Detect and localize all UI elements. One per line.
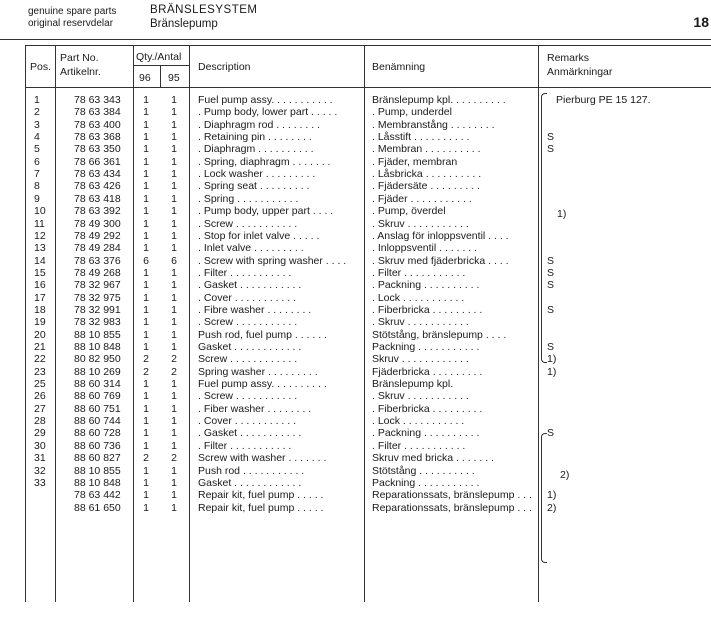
table-row [0,156,711,168]
row-description: . Pump body, upper part . . . . [198,205,334,218]
row-benamning: Skruv . . . . . . . . . . . . [372,353,469,366]
row-qty-95: 1 [171,378,177,391]
row-qty-96: 1 [143,415,149,428]
table-row [0,131,711,143]
row-pos: 13 [34,242,46,255]
row-part-number: 78 32 975 [74,291,121,304]
row-benamning: . Fjäder, membran [372,155,458,168]
row-part-number: 78 63 384 [74,106,121,119]
row-qty-95: 1 [171,439,177,452]
row-qty-96: 1 [143,316,149,329]
row-part-number: 78 63 368 [74,131,121,144]
row-qty-95: 1 [171,229,177,242]
table-row [0,304,711,316]
row-benamning: . Fiberbricka . . . . . . . . . [372,303,483,316]
row-part-number: 88 60 769 [74,390,121,403]
row-benamning: Bränslepump kpl. . . . . . . . . . [372,94,506,106]
row-benamning: Reparationssats, bränslepump . . . [372,501,532,514]
row-benamning: . Fjädersäte . . . . . . . . . [372,180,480,193]
row-part-number: 88 60 736 [74,439,121,452]
row-qty-96: 1 [143,94,149,106]
row-benamning: . Lock . . . . . . . . . . . [372,415,465,428]
row-pos: 29 [34,427,46,440]
page-number: 18 [693,14,709,30]
row-pos: 5 [34,143,40,156]
row-pos: 2 [34,106,40,119]
row-part-number: 88 61 650 [74,501,121,514]
row-pos: 6 [34,155,40,168]
table-row [0,341,711,353]
row-pos: 15 [34,266,46,279]
row-benamning: . Skruv . . . . . . . . . . . [372,390,469,403]
row-benamning: Fjäderbricka . . . . . . . . . [372,365,483,378]
row-part-number: 78 66 361 [74,155,121,168]
row-part-number: 88 60 751 [74,402,121,415]
table-row [0,292,711,304]
table-row [0,143,711,155]
row-description: . Diaphragm rod . . . . . . . . [198,118,320,131]
row-part-number: 78 63 434 [74,168,121,181]
table-row [0,180,711,192]
group-bracket-2 [541,433,547,563]
row-qty-96: 1 [143,439,149,452]
col-header-benamning: Benämning [372,61,426,73]
table-row [0,279,711,291]
row-benamning: Stötstång . . . . . . . . . . [372,464,475,477]
row-description: . Filter . . . . . . . . . . . [198,266,292,279]
row-qty-95: 1 [171,427,177,440]
row-qty-95: 1 [171,489,177,502]
row-pos: 17 [34,291,46,304]
row-qty-96: 2 [143,365,149,378]
row-description: . Spring seat . . . . . . . . . [198,180,310,193]
row-pos: 27 [34,402,46,415]
row-remark: 1) [547,489,557,502]
row-qty-96: 1 [143,217,149,230]
row-remark: S [547,266,555,279]
row-description: Fuel pump assy. . . . . . . . . . . [198,94,333,106]
row-description: . Spring, diaphragm . . . . . . . [198,155,331,168]
row-benamning: Reparationssats, bränslepump . . . [372,489,532,502]
row-benamning: . Membran . . . . . . . . . . [372,143,481,156]
row-qty-96: 1 [143,501,149,514]
table-row [0,242,711,254]
row-remark: S [547,303,555,316]
row-benamning: . Filter . . . . . . . . . . . [372,266,466,279]
row-benamning: . Packning . . . . . . . . . . [372,279,480,292]
row-description: . Fiber washer . . . . . . . . [198,402,312,415]
row-pos: 30 [34,439,46,452]
qty-subheader-rule [133,65,189,66]
row-qty-95: 1 [171,242,177,255]
row-pos: 25 [34,378,46,391]
row-part-number: 88 60 728 [74,427,121,440]
row-remark: 1) [547,353,557,366]
header-bottom-rule [25,87,711,88]
row-part-number: 88 10 855 [74,328,121,341]
row-description: . Gasket . . . . . . . . . . . [198,279,302,292]
row-benamning: . Låsstift . . . . . . . . . . [372,131,470,144]
row-pos: 3 [34,118,40,131]
remark-group-1: 1) [557,208,567,220]
row-benamning: . Pump, överdel [372,205,446,218]
col-header-part-sv: Artikelnr. [60,66,101,78]
table-row [0,440,711,452]
row-part-number: 88 10 848 [74,476,121,489]
col-divider-qty [160,65,161,87]
row-qty-95: 1 [171,415,177,428]
row-description: . Screw . . . . . . . . . . . [198,217,298,230]
col-header-remarks-en: Remarks [547,52,590,64]
row-part-number: 78 63 400 [74,118,121,131]
row-pos: 21 [34,341,46,353]
row-qty-95: 1 [171,217,177,230]
row-part-number: 88 60 744 [74,415,121,428]
row-pos: 18 [34,303,46,316]
row-description: . Screw . . . . . . . . . . . [198,390,298,403]
row-benamning: Packning . . . . . . . . . . . [372,476,480,489]
row-remark: S [547,279,555,292]
row-description: Repair kit, fuel pump . . . . . [198,489,324,502]
row-qty-96: 1 [143,155,149,168]
row-qty-96: 1 [143,378,149,391]
row-part-number: 78 63 343 [74,94,121,106]
col-header-remarks [547,51,612,79]
remark-pierburg: Pierburg PE 15 127. [556,94,651,106]
row-part-number: 78 63 376 [74,254,121,267]
table-row [0,415,711,427]
row-description: Screw . . . . . . . . . . . . [198,353,298,366]
row-pos: 19 [34,316,46,329]
row-benamning: . Pump, underdel [372,106,452,119]
row-part-number: 78 49 268 [74,266,121,279]
row-qty-95: 2 [171,353,177,366]
row-part-number: 78 63 418 [74,192,121,205]
row-pos: 31 [34,452,46,465]
table-row [0,168,711,180]
brand-caption [28,6,116,30]
table-row [0,477,711,489]
row-qty-96: 1 [143,291,149,304]
table-row [0,267,711,279]
col-header-qty: Qty./Antal [136,51,182,63]
row-qty-96: 1 [143,131,149,144]
remark-group-2: 2) [560,469,570,481]
row-benamning: Bränslepump kpl. [372,378,454,391]
row-pos: 9 [34,192,40,205]
table-row [0,119,711,131]
row-qty-96: 1 [143,402,149,415]
row-qty-95: 1 [171,402,177,415]
row-part-number: 88 10 848 [74,341,121,353]
row-qty-96: 1 [143,427,149,440]
row-description: Gasket . . . . . . . . . . . . [198,341,302,353]
row-description: Screw with washer . . . . . . . [198,452,327,465]
row-part-number: 88 60 314 [74,378,121,391]
row-qty-96: 1 [143,180,149,193]
table-row [0,353,711,365]
row-pos: 11 [34,217,45,230]
row-description: . Pump body, lower part . . . . . [198,106,338,119]
row-qty-96: 1 [143,106,149,119]
row-qty-95: 1 [171,192,177,205]
table-row [0,193,711,205]
col-header-pos: Pos. [30,61,52,73]
row-benamning: . Anslag för inloppsventil . . . . [372,229,509,242]
row-qty-96: 1 [143,192,149,205]
col-header-part-en: Part No. [60,52,99,64]
row-part-number: 80 82 950 [74,353,121,366]
table-row [0,255,711,267]
row-qty-95: 1 [171,303,177,316]
row-qty-95: 1 [171,501,177,514]
row-qty-95: 1 [171,131,177,144]
row-pos: 26 [34,390,46,403]
row-qty-96: 1 [143,205,149,218]
row-description: . Diaphragm . . . . . . . . . . [198,143,314,156]
row-qty-95: 1 [171,328,177,341]
table-row [0,427,711,439]
table-row [0,106,711,118]
row-qty-96: 1 [143,143,149,156]
row-part-number: 78 32 991 [74,303,121,316]
row-part-number: 78 49 284 [74,242,121,255]
row-qty-96: 1 [143,476,149,489]
row-qty-95: 2 [171,365,177,378]
row-qty-95: 2 [171,452,177,465]
row-part-number: 78 32 967 [74,279,121,292]
row-qty-95: 1 [171,155,177,168]
row-qty-95: 1 [171,291,177,304]
row-remark: 2) [547,501,557,514]
row-pos: 14 [34,254,46,267]
col-header-qty-96: 96 [139,72,151,84]
table-row [0,465,711,477]
row-description: Repair kit, fuel pump . . . . . [198,501,324,514]
row-benamning: . Låsbricka . . . . . . . . . . [372,168,482,181]
row-qty-95: 1 [171,143,177,156]
row-benamning: Packning . . . . . . . . . . . [372,341,480,353]
row-pos: 22 [34,353,46,366]
group-bracket-1 [541,93,547,363]
table-row [0,366,711,378]
row-benamning: . Skruv . . . . . . . . . . . [372,316,469,329]
row-benamning: . Packning . . . . . . . . . . [372,427,480,440]
row-qty-96: 1 [143,118,149,131]
row-qty-95: 1 [171,168,177,181]
row-qty-95: 1 [171,476,177,489]
row-remark: S [547,341,555,353]
row-qty-96: 1 [143,303,149,316]
table-row [0,329,711,341]
row-qty-96: 1 [143,266,149,279]
row-benamning: . Inloppsventil . . . . . . . [372,242,478,255]
row-description: . Gasket . . . . . . . . . . . [198,427,302,440]
row-pos: 28 [34,415,46,428]
row-benamning: Stötstång, bränslepump . . . . [372,328,507,341]
table-row [0,378,711,390]
brand-line-en: genuine spare parts [28,6,117,17]
row-qty-95: 1 [171,180,177,193]
row-benamning: . Skruv . . . . . . . . . . . [372,217,469,230]
section-title: BRÄNSLESYSTEM [150,4,258,16]
row-description: . Retaining pin . . . . . . . . [198,131,312,144]
row-description: . Fibre washer . . . . . . . . [198,303,312,316]
row-benamning: . Membranstång . . . . . . . . [372,118,495,131]
row-qty-95: 1 [171,94,177,106]
row-part-number: 78 63 350 [74,143,121,156]
row-qty-95: 1 [171,118,177,131]
row-qty-96: 1 [143,390,149,403]
row-pos: 7 [34,168,40,181]
row-remark: S [547,143,555,156]
table-row [0,403,711,415]
row-qty-95: 1 [171,341,177,353]
row-qty-96: 1 [143,341,149,353]
section-subtitle: Bränslepump [150,18,218,30]
row-part-number: 78 63 392 [74,205,121,218]
row-pos: 10 [34,205,46,218]
row-pos: 8 [34,180,40,193]
row-part-number: 88 10 855 [74,464,121,477]
col-header-qty-95: 95 [168,72,180,84]
row-part-number: 88 10 269 [74,365,121,378]
row-benamning: . Fiberbricka . . . . . . . . . [372,402,483,415]
col-header-description: Description [198,61,251,73]
row-part-number: 78 32 983 [74,316,121,329]
row-remark: S [547,131,555,144]
table-border-top [25,45,711,46]
row-qty-96: 1 [143,168,149,181]
row-benamning: . Skruv med fjäderbricka . . . . [372,254,509,267]
row-benamning: . Fjäder . . . . . . . . . . . [372,192,472,205]
section-heading [150,3,257,31]
row-remark: 1) [547,365,557,378]
row-pos: 12 [34,229,46,242]
row-description: Spring washer . . . . . . . . . [198,365,318,378]
row-qty-95: 1 [171,279,177,292]
row-description: Fuel pump assy. . . . . . . . . . [198,378,327,391]
row-description: Push rod . . . . . . . . . . . [198,464,305,477]
table-row [0,218,711,230]
row-description: . Lock washer . . . . . . . . . [198,168,316,181]
row-pos: 20 [34,328,46,341]
row-qty-95: 1 [171,106,177,119]
col-header-part [60,51,101,79]
row-qty-96: 1 [143,328,149,341]
row-pos: 16 [34,279,46,292]
row-description: . Cover . . . . . . . . . . . [198,415,297,428]
row-qty-95: 1 [171,205,177,218]
row-part-number: 78 49 300 [74,217,121,230]
row-qty-96: 1 [143,229,149,242]
row-qty-96: 1 [143,242,149,255]
row-pos: 23 [34,365,46,378]
row-description: . Screw . . . . . . . . . . . [198,316,298,329]
row-part-number: 78 49 292 [74,229,121,242]
row-qty-96: 1 [143,279,149,292]
brand-line-sv: original reservdelar [28,18,114,29]
row-part-number: 88 60 827 [74,452,121,465]
row-benamning: Skruv med bricka . . . . . . . [372,452,494,465]
row-description: Gasket . . . . . . . . . . . . [198,476,302,489]
row-qty-96: 2 [143,452,149,465]
table-row [0,489,711,501]
row-qty-96: 2 [143,353,149,366]
row-qty-96: 1 [143,489,149,502]
row-description: . Filter . . . . . . . . . . . [198,439,292,452]
row-remark: S [547,427,555,440]
row-qty-95: 1 [171,390,177,403]
row-part-number: 78 63 426 [74,180,121,193]
row-qty-96: 1 [143,464,149,477]
table-row [0,502,711,514]
row-qty-95: 1 [171,464,177,477]
row-benamning: . Lock . . . . . . . . . . . [372,291,465,304]
row-qty-95: 1 [171,316,177,329]
row-qty-95: 6 [171,254,177,267]
row-description: . Inlet valve . . . . . . . . . [198,242,304,255]
row-qty-96: 6 [143,254,149,267]
table-row [0,390,711,402]
row-description: Push rod, fuel pump . . . . . . [198,328,327,341]
row-description: . Spring . . . . . . . . . . . [198,192,299,205]
row-description: . Cover . . . . . . . . . . . [198,291,297,304]
row-description: . Screw with spring washer . . . . [198,254,347,267]
row-pos: 4 [34,131,40,144]
row-pos: 32 [34,464,46,477]
table-row [0,316,711,328]
row-pos: 33 [34,476,46,489]
header-rule [0,39,711,40]
row-description: . Stop for inlet valve . . . . . [198,229,320,242]
row-qty-95: 1 [171,266,177,279]
col-header-remarks-sv: Anmärkningar [547,66,613,78]
table-row [0,452,711,464]
row-benamning: . Filter . . . . . . . . . . . [372,439,466,452]
row-pos: 1 [34,94,40,106]
row-part-number: 78 63 442 [74,489,121,502]
row-remark: S [547,254,555,267]
table-row [0,205,711,217]
table-row [0,230,711,242]
